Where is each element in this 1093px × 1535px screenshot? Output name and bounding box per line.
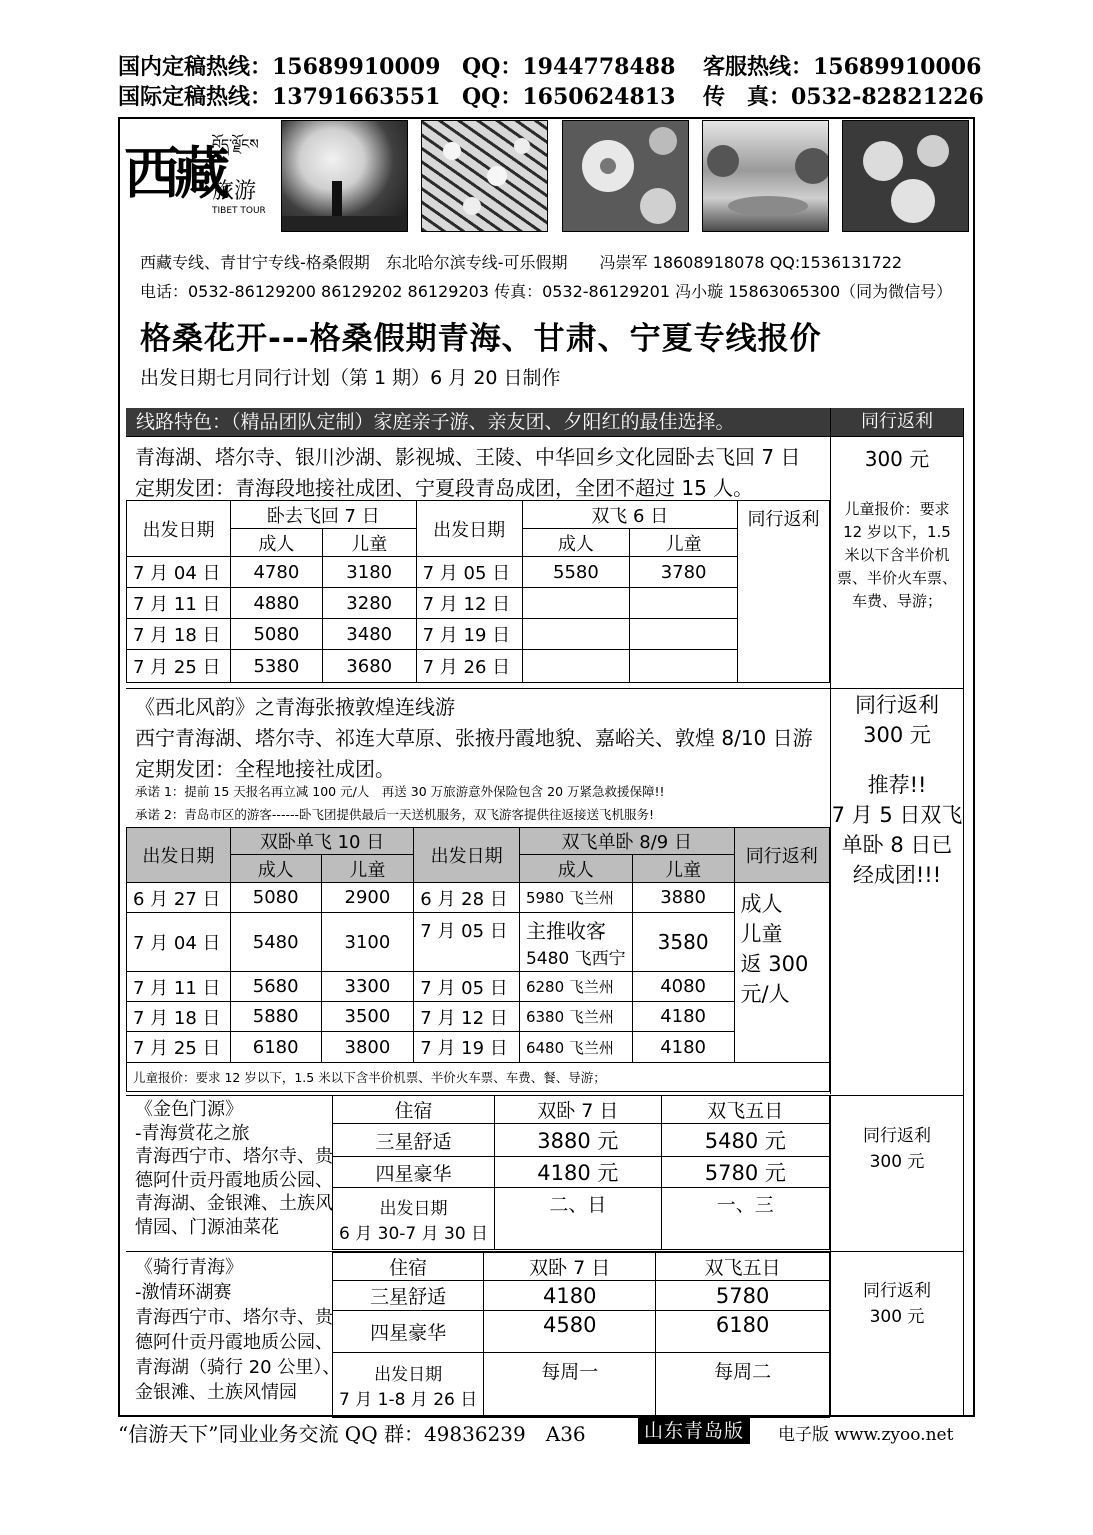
col-date: 出发日期 xyxy=(127,501,231,557)
table-row xyxy=(333,1353,830,1418)
col-pkg2: 双飞五日 xyxy=(656,1253,830,1281)
featured-price: 5480 飞西宁 xyxy=(525,949,626,969)
stay-cell: 四星豪华 xyxy=(333,1157,495,1188)
price-table-3 xyxy=(332,1095,830,1250)
table-row xyxy=(127,913,830,972)
footer-qq-group: “信游天下”同业业务交流 QQ 群：49836239 A36 xyxy=(118,1422,586,1446)
route-1: 青海湖、塔尔寺、银川沙湖、影视城、王陵、中华回乡文化园卧去飞回 7 日 xyxy=(135,445,801,469)
reco-line: 单卧 8 日已 xyxy=(841,833,953,857)
col-child-2: 儿童 xyxy=(630,529,738,557)
col-pkg2: 双飞单卧 8/9 日 xyxy=(519,828,734,855)
price-cell: 3800 xyxy=(321,1032,414,1063)
price-cell: 3180 xyxy=(322,557,416,588)
page-title: 格桑花开---格桑假期青海、甘肃、宁夏专线报价 xyxy=(140,321,822,357)
price-cell xyxy=(522,588,630,619)
table-row xyxy=(127,883,830,913)
desc-line: 青海西宁市、塔尔寺、贵 xyxy=(135,1146,333,1167)
rebate-note-line: 元/人 xyxy=(740,982,790,1006)
fax-number: 传 真：0532-82821226 xyxy=(703,84,984,110)
departure-cell xyxy=(333,1188,495,1250)
date-cell: 7 月 12 日 xyxy=(416,588,522,619)
price-cell: 4180 xyxy=(484,1281,656,1311)
price-cell: 5480 元 xyxy=(661,1124,829,1157)
reco-line: 推荐!! xyxy=(867,773,927,797)
price-cell: 5480 xyxy=(230,913,321,972)
date-cell: 7 月 11 日 xyxy=(127,972,231,1002)
col-adult: 成人 xyxy=(230,855,321,883)
table-row xyxy=(333,1311,830,1353)
price-cell: 4180 xyxy=(632,1032,734,1063)
footer-website[interactable]: 电子版 www.zyoo.net xyxy=(778,1425,954,1445)
date-cell: 7 月 25 日 xyxy=(127,1032,231,1063)
child-note-line: 米以下含半价机 xyxy=(844,546,950,564)
date-cell: 7 月 05 日 xyxy=(416,557,522,588)
col-child: 儿童 xyxy=(322,529,416,557)
table-row xyxy=(333,1157,830,1188)
logo-tibetan: བོད་ལྗོངས xyxy=(212,137,259,153)
price-cell xyxy=(522,650,630,683)
date-cell: 6 月 27 日 xyxy=(127,883,231,913)
date-cell: 7 月 05 日 xyxy=(414,972,520,1002)
child-note-line: 儿童报价：要求 xyxy=(844,500,950,518)
price-table-1 xyxy=(126,500,830,683)
price-cell: 6180 xyxy=(230,1032,321,1063)
date-cell: 7 月 11 日 xyxy=(127,588,231,619)
rebate-note-line: 儿童 xyxy=(740,922,783,946)
rebate-value: 300 元 xyxy=(869,1307,925,1327)
side-rebate-label: 同行返利 xyxy=(855,693,939,717)
group-2: 定期发团：全程地接社成团。 xyxy=(135,757,395,781)
table-row xyxy=(127,619,830,650)
price-cell: 2900 xyxy=(321,883,414,913)
route-2: 西宁青海湖、塔尔寺、祁连大草原、张掖丹霞地貌、嘉峪关、敦煌 8/10 日游 xyxy=(135,726,813,750)
price-cell: 4780 xyxy=(230,557,322,588)
desc-line: -青海赏花之旅 xyxy=(135,1122,250,1144)
stay-cell: 三星舒适 xyxy=(333,1281,484,1311)
table-row xyxy=(127,1002,830,1032)
table-row xyxy=(333,1281,830,1311)
weekday-cell: 二、日 xyxy=(495,1188,662,1250)
price-cell: 6480 飞兰州 xyxy=(519,1032,632,1063)
desc-line: 《金色门源》 xyxy=(135,1099,243,1120)
company-line-2: 电话：0532-86129200 86129202 86129203 传真：0532-86129201 冯小璇 15863065300（同为微信号） xyxy=(140,282,953,301)
flower-photo xyxy=(562,120,689,232)
side-rebate-2 xyxy=(831,690,963,750)
logo-sub: 旅游 xyxy=(212,179,257,204)
col-adult-2: 成人 xyxy=(522,529,630,557)
child-note-1 xyxy=(831,498,963,613)
price-cell: 5580 xyxy=(522,557,630,588)
desc-line: -激情环湖赛 xyxy=(135,1282,232,1303)
date-cell: 7 月 18 日 xyxy=(127,1002,231,1032)
tree-photo xyxy=(281,120,408,232)
price-table-2 xyxy=(126,827,830,1092)
meadow-photo xyxy=(702,120,829,232)
date-cell: 7 月 25 日 xyxy=(127,650,231,683)
rebate-4 xyxy=(831,1278,963,1330)
desc-line: 青海湖、金银滩、土族风 xyxy=(135,1193,333,1214)
rebate-label: 同行返利 xyxy=(863,1281,931,1301)
departure-label: 出发日期 xyxy=(374,1365,443,1385)
date-cell: 7 月 19 日 xyxy=(414,1032,520,1063)
col-pkg1: 双卧 7 日 xyxy=(495,1096,662,1124)
price-cell: 3480 xyxy=(322,619,416,650)
price-cell: 6180 xyxy=(656,1311,830,1353)
price-cell: 5980 飞兰州 xyxy=(519,883,632,913)
price-cell: 3280 xyxy=(322,588,416,619)
price-cell: 6280 飞兰州 xyxy=(519,972,632,1002)
child-note-2: 儿童报价：要求 12 岁以下，1.5 米以下含半价机票、半价火车票、车费、餐、导游； xyxy=(127,1063,830,1092)
date-cell: 7 月 04 日 xyxy=(127,913,231,972)
table-row xyxy=(333,1188,830,1250)
price-cell: 5680 xyxy=(230,972,321,1002)
table-row xyxy=(127,1032,830,1063)
price-cell: 3300 xyxy=(321,972,414,1002)
departure-range: 7 月 1-8 月 26 日 xyxy=(339,1390,478,1410)
date-cell: 7 月 05 日 xyxy=(414,913,520,972)
rebate-note-line: 返 300 xyxy=(740,952,809,976)
departure-cell xyxy=(333,1353,484,1418)
logo-main: 西藏 xyxy=(124,141,224,207)
price-cell: 5780 元 xyxy=(661,1157,829,1188)
domestic-hotline: 国内定稿热线：15689910009 xyxy=(118,54,441,80)
price-cell: 4180 元 xyxy=(495,1157,662,1188)
weekday-cell: 每周一 xyxy=(484,1353,656,1418)
edition-badge: 山东青岛版 xyxy=(638,1418,750,1444)
date-cell: 7 月 26 日 xyxy=(416,650,522,683)
table-row xyxy=(127,557,830,588)
divider xyxy=(126,688,963,689)
tibet-tour-logo xyxy=(124,124,276,232)
group-1: 定期发团：青海段地接社成团、宁夏段青岛成团，全团不超过 15 人。 xyxy=(135,476,754,500)
stay-cell: 四星豪华 xyxy=(333,1311,484,1353)
price-cell: 5880 xyxy=(230,1002,321,1032)
col-rebate: 同行返利 xyxy=(734,828,829,883)
reco-line: 经成团!!! xyxy=(852,863,942,887)
apricot-blossom-photo xyxy=(842,120,969,232)
desc-line: 情园、门源油菜花 xyxy=(135,1216,279,1238)
price-cell: 5080 xyxy=(230,883,321,913)
price-cell xyxy=(522,619,630,650)
col-adult: 成人 xyxy=(230,529,322,557)
page-subtitle: 出发日期七月同行计划（第 1 期）6 月 20 日制作 xyxy=(140,367,561,389)
price-table-4 xyxy=(332,1252,830,1418)
rebate-note-line: 成人 xyxy=(740,892,783,916)
divider xyxy=(126,436,963,437)
stay-cell: 三星舒适 xyxy=(333,1124,495,1157)
col-pkg2: 双飞五日 xyxy=(661,1096,829,1124)
child-note-line: 车费、导游； xyxy=(851,592,942,610)
promise-2: 承诺 2：青岛市区的游客------卧飞团提供最后一天送机服务，双飞游客提供往返接送飞机服务! xyxy=(135,807,655,822)
tour-desc-4 xyxy=(135,1255,340,1405)
col-pkg1: 双卧单飞 10 日 xyxy=(230,828,413,855)
right-edge-line xyxy=(963,408,964,1416)
qq-2: QQ：1650624813 xyxy=(462,84,676,110)
departure-range: 6 月 30-7 月 30 日 xyxy=(339,1223,489,1244)
price-cell: 4880 xyxy=(230,588,322,619)
rebate-label: 同行返利 xyxy=(863,1126,931,1146)
col-date-2: 出发日期 xyxy=(414,828,520,883)
price-cell: 3100 xyxy=(321,913,414,972)
date-cell: 7 月 04 日 xyxy=(127,557,231,588)
price-cell: 3780 xyxy=(630,557,738,588)
date-cell: 7 月 12 日 xyxy=(414,1002,520,1032)
price-cell: 3680 xyxy=(322,650,416,683)
desc-line: 青海西宁市、塔尔寺、贵 xyxy=(135,1307,333,1328)
recommendation xyxy=(831,770,963,890)
desc-line: 金银滩、土族风情园 xyxy=(135,1382,297,1403)
price-cell: 4080 xyxy=(632,972,734,1002)
col-date: 出发日期 xyxy=(127,828,231,883)
col-date-2: 出发日期 xyxy=(416,501,522,557)
featured-cell xyxy=(519,913,632,972)
col-adult-2: 成人 xyxy=(519,855,632,883)
rebate-value: 300 元 xyxy=(869,1152,925,1172)
desc-line: 青海湖（骑行 20 公里）、 xyxy=(135,1357,341,1378)
rebate-3 xyxy=(831,1123,963,1175)
feature-bar: 线路特色：（精品团队定制）家庭亲子游、亲友团、夕阳红的最佳选择。 xyxy=(126,408,830,436)
right-column-divider xyxy=(830,1095,831,1417)
price-cell: 5780 xyxy=(656,1281,830,1311)
price-cell xyxy=(630,619,738,650)
tour-desc-3 xyxy=(135,1098,333,1239)
table-row xyxy=(127,650,830,683)
col-child: 儿童 xyxy=(321,855,414,883)
price-cell: 4580 xyxy=(484,1311,656,1353)
price-cell: 6380 飞兰州 xyxy=(519,1002,632,1032)
child-note-line: 票、半价火车票、 xyxy=(836,569,957,587)
price-cell xyxy=(630,588,738,619)
price-cell: 5080 xyxy=(230,619,322,650)
blossom-branch-photo xyxy=(421,120,548,232)
price-cell xyxy=(630,650,738,683)
date-cell: 7 月 18 日 xyxy=(127,619,231,650)
price-cell: 3580 xyxy=(632,913,734,972)
col-pkg1: 双卧 7 日 xyxy=(484,1253,656,1281)
side-rebate-value: 300 元 xyxy=(863,723,931,747)
price-cell: 3500 xyxy=(321,1002,414,1032)
service-hotline: 客服热线：15689910006 xyxy=(703,54,982,80)
price-cell: 4180 xyxy=(632,1002,734,1032)
company-line-1: 西藏专线、青甘宁专线-格桑假期 东北哈尔滨专线-可乐假期 冯崇军 18608918078 QQ:1536131722 xyxy=(140,253,903,272)
table-row xyxy=(127,972,830,1002)
rebate-value-1: 300 元 xyxy=(864,447,930,471)
promise-1: 承诺 1：提前 15 天报名再立减 100 元/人 再送 30 万旅游意外保险包含 20 万紧急救援保障!! xyxy=(135,784,665,799)
date-cell: 7 月 19 日 xyxy=(416,619,522,650)
date-cell: 6 月 28 日 xyxy=(414,883,520,913)
price-cell: 3880 元 xyxy=(495,1124,662,1157)
qq-1: QQ：1944778488 xyxy=(462,54,676,80)
intl-hotline: 国际定稿热线：13791663551 xyxy=(118,84,441,110)
col-child-2: 儿童 xyxy=(632,855,734,883)
col-pkg1: 卧去飞回 7 日 xyxy=(230,501,416,529)
price-cell: 3880 xyxy=(632,883,734,913)
desc-line: 《骑行青海》 xyxy=(135,1257,243,1278)
departure-label: 出发日期 xyxy=(379,1198,448,1219)
col-pkg2: 双飞 6 日 xyxy=(522,501,737,529)
weekday-cell: 一、三 xyxy=(661,1188,829,1250)
price-cell: 5380 xyxy=(230,650,322,683)
logo-en: TIBET TOUR xyxy=(212,206,266,216)
col-stay: 住宿 xyxy=(333,1096,495,1124)
child-note-line: 12 岁以下，1.5 xyxy=(843,523,951,541)
table-row xyxy=(333,1124,830,1157)
tour-name-2: 《西北风韵》之青海张掖敦煌连线游 xyxy=(135,695,455,719)
reco-line: 7 月 5 日双飞 xyxy=(831,803,963,827)
desc-line: 德阿什贡丹霞地质公园、 xyxy=(135,1169,333,1191)
weekday-cell: 每周二 xyxy=(656,1353,830,1418)
rebate-note-2 xyxy=(734,883,829,1063)
table-row xyxy=(127,588,830,619)
col-rebate: 同行返利 xyxy=(737,501,829,683)
col-stay: 住宿 xyxy=(333,1253,484,1281)
rebate-header: 同行返利 xyxy=(831,408,963,436)
featured-label: 主推收客 xyxy=(525,919,606,943)
desc-line: 德阿什贡丹霞地质公园、 xyxy=(135,1332,333,1353)
